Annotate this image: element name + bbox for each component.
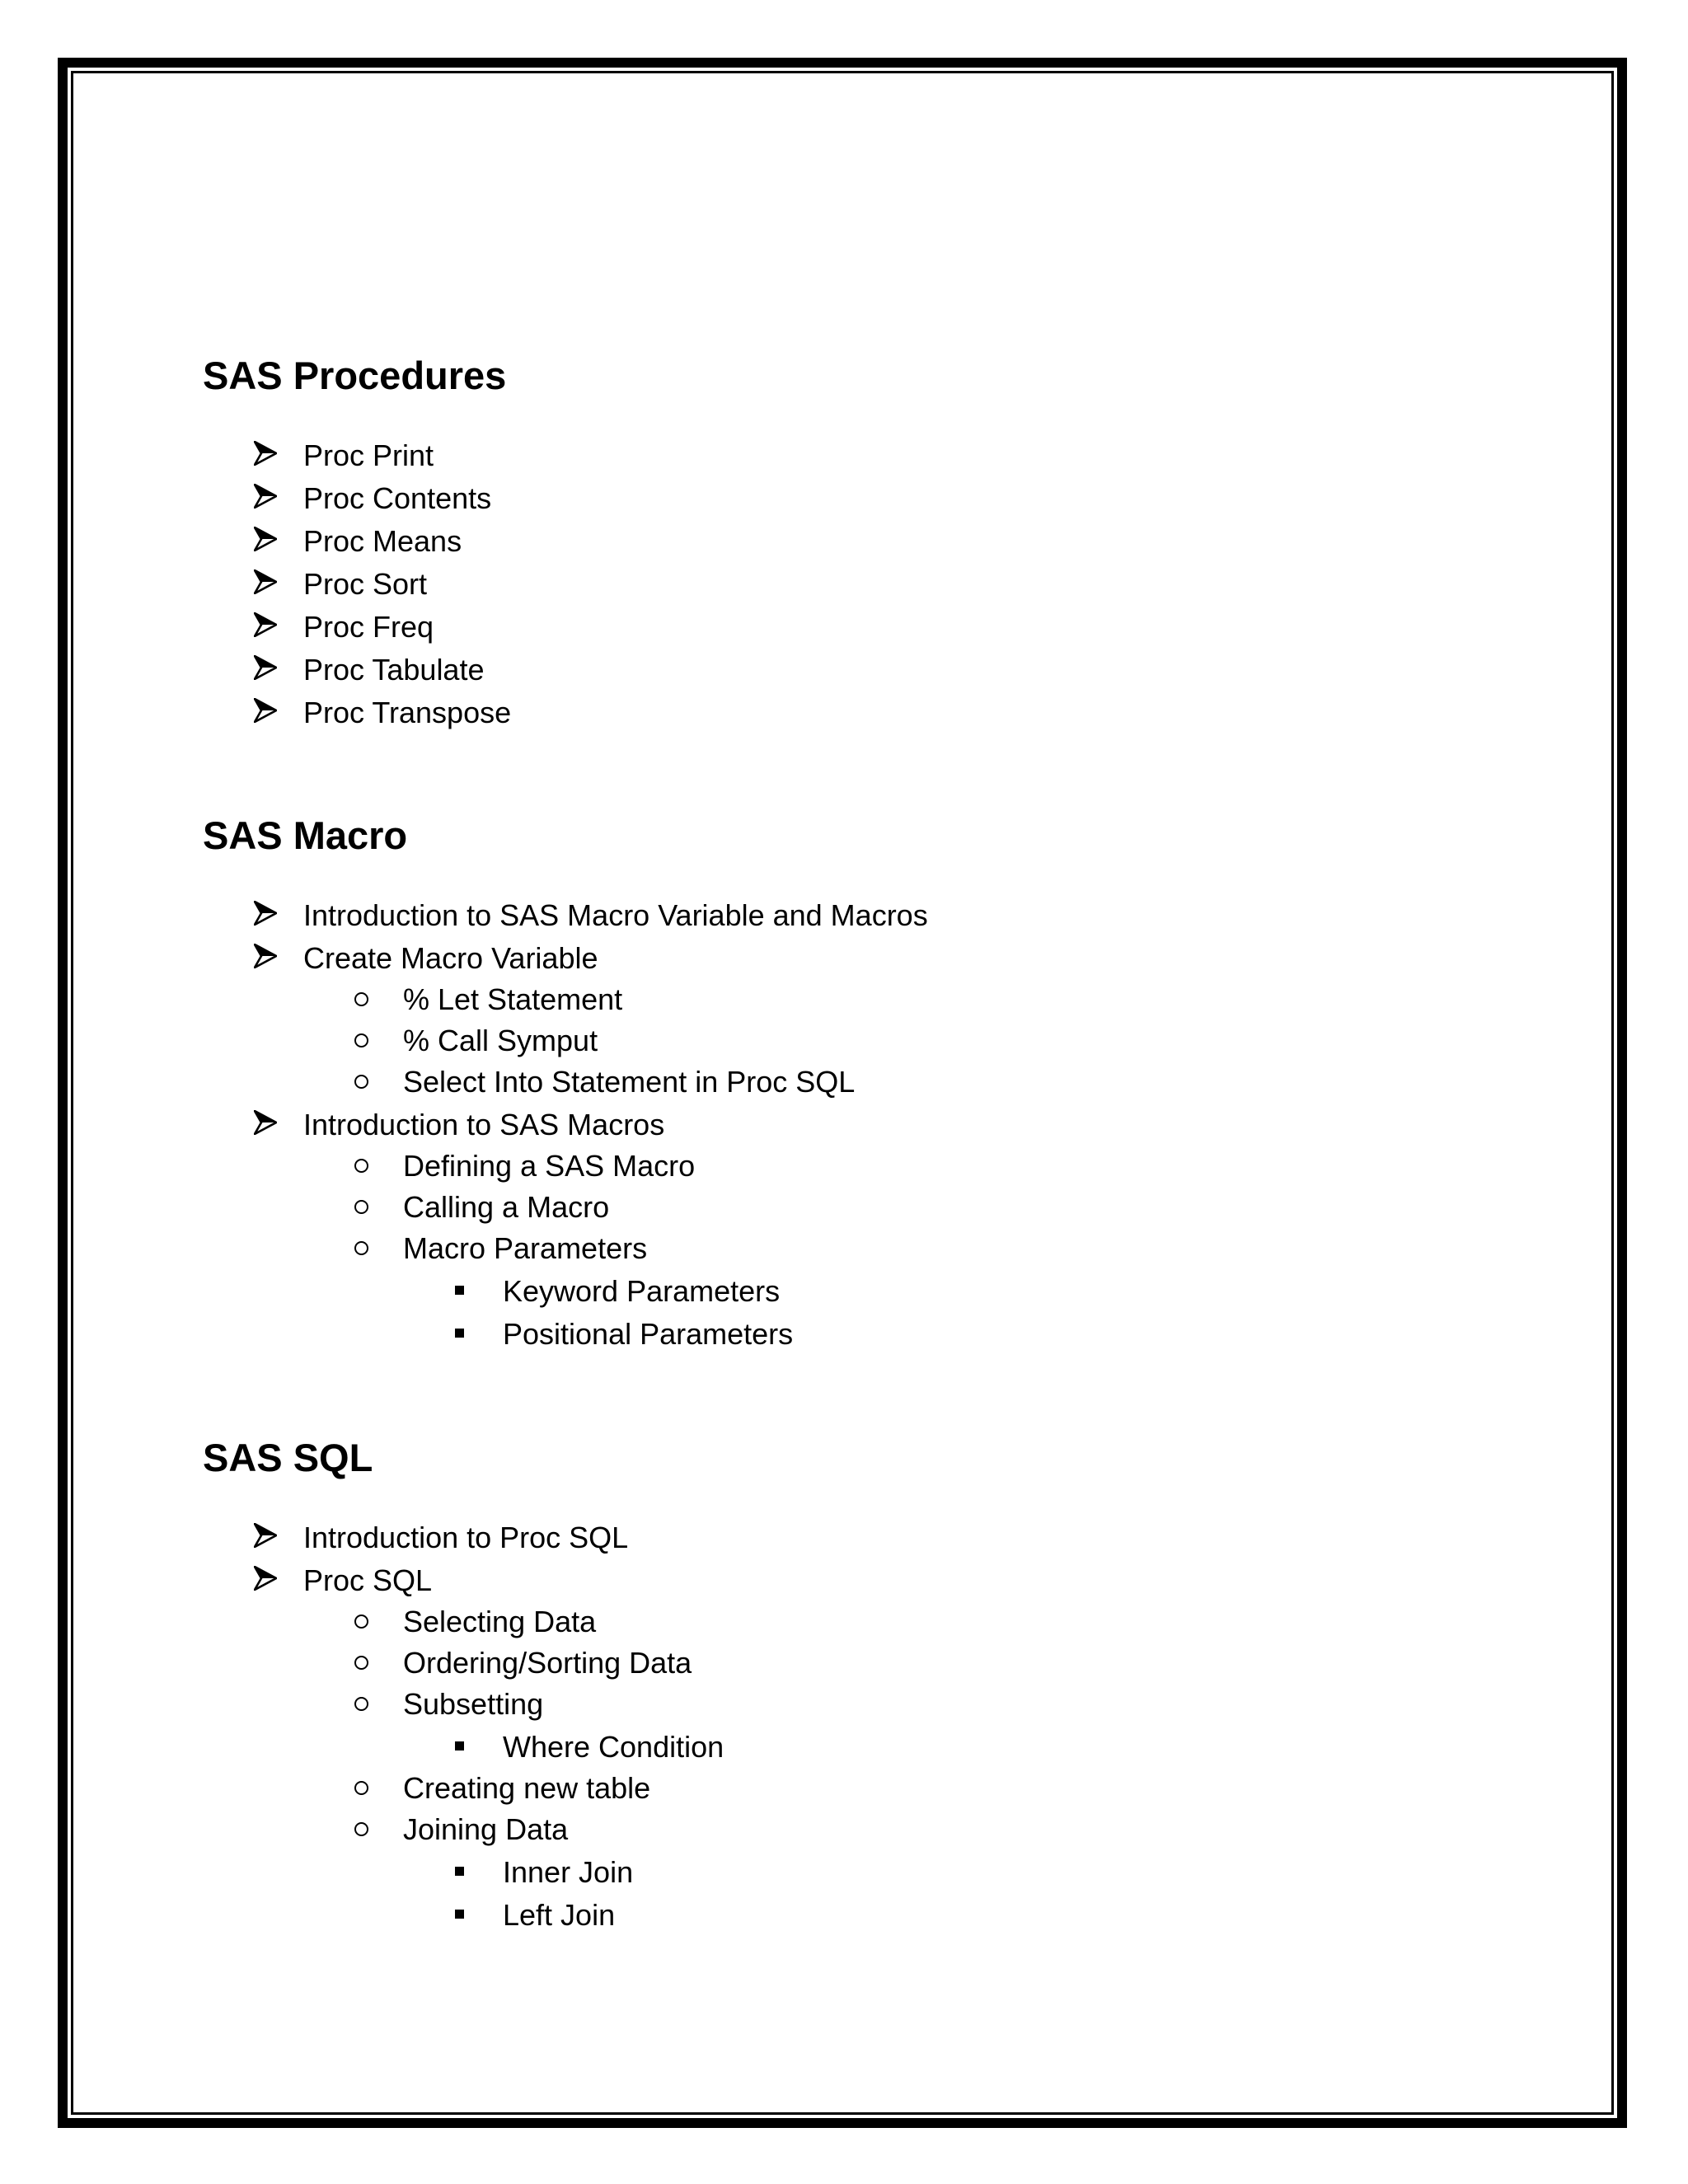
filled-square-bullet-icon <box>455 1741 464 1750</box>
section-heading: SAS Macro <box>203 813 408 857</box>
list-item-label: Proc Sort <box>303 567 428 601</box>
list-item <box>0 1687 1688 1731</box>
list-item-label: Create Macro Variable <box>303 941 598 975</box>
hollow-circle-bullet-icon <box>354 1241 368 1255</box>
filled-square-bullet-icon <box>455 1910 464 1919</box>
list-item <box>0 524 1688 568</box>
hollow-circle-bullet-icon <box>354 992 368 1006</box>
list-item-label: Selecting Data <box>403 1605 597 1638</box>
arrow-bullet-icon <box>254 698 277 723</box>
list-item-label: Ordering/Sorting Data <box>403 1646 692 1680</box>
list-item-label: Keyword Parameters <box>503 1274 781 1308</box>
list-item-label: Calling a Macro <box>403 1190 610 1224</box>
list-item-label: Left Join <box>503 1898 616 1932</box>
arrow-bullet-icon <box>254 569 277 594</box>
list-item <box>0 1607 1688 1648</box>
list-item <box>0 898 1688 942</box>
list-item-label: % Let Statement <box>403 982 623 1016</box>
list-item-label: Inner Join <box>503 1855 634 1889</box>
hollow-circle-bullet-icon <box>354 1615 368 1629</box>
list-item <box>0 1110 1688 1151</box>
list-item <box>0 1190 1688 1234</box>
hollow-circle-bullet-icon <box>354 1075 368 1089</box>
arrow-bullet-icon <box>254 527 277 551</box>
hollow-circle-bullet-icon <box>354 1159 368 1173</box>
hollow-circle-bullet-icon <box>354 1656 368 1670</box>
arrow-bullet-icon <box>254 612 277 637</box>
list-item <box>0 698 1688 739</box>
list-item <box>0 1771 1688 1815</box>
list-item-label: Select Into Statement in Proc SQL <box>403 1065 856 1099</box>
list-item <box>0 1151 1688 1193</box>
list-item <box>0 569 1688 611</box>
arrow-bullet-icon <box>254 901 277 926</box>
list-item <box>0 655 1688 696</box>
arrow-bullet-icon <box>254 944 277 968</box>
list-item-label: Proc Freq <box>303 610 434 644</box>
list-item-label: Introduction to Proc SQL <box>303 1521 629 1554</box>
list-item <box>0 1563 1688 1607</box>
list-item <box>0 1523 1688 1564</box>
hollow-circle-bullet-icon <box>354 1697 368 1711</box>
list-item <box>0 1319 1688 1361</box>
list-item <box>0 941 1688 985</box>
list-item <box>0 1732 1688 1774</box>
list-item <box>0 438 1688 482</box>
list-item <box>0 1648 1688 1690</box>
list-item-label: Subsetting <box>403 1687 544 1721</box>
arrow-bullet-icon <box>254 441 277 466</box>
hollow-circle-bullet-icon <box>354 1781 368 1795</box>
list-item <box>0 1812 1688 1856</box>
list-item-label: Introduction to SAS Macros <box>303 1108 665 1141</box>
list-item-label: Proc Means <box>303 524 462 558</box>
list-item-label: Proc Transpose <box>303 696 512 729</box>
filled-square-bullet-icon <box>455 1867 464 1876</box>
section-heading: SAS SQL <box>203 1436 373 1479</box>
list-item <box>0 1274 1688 1318</box>
arrow-bullet-icon <box>254 1110 277 1135</box>
list-item-label: Proc Tabulate <box>303 653 485 687</box>
arrow-bullet-icon <box>254 655 277 680</box>
list-item <box>0 1026 1688 1067</box>
arrow-bullet-icon <box>254 1566 277 1591</box>
list-item <box>0 1900 1688 1942</box>
list-item-label: Joining Data <box>403 1812 569 1846</box>
list-item-label: Introduction to SAS Macro Variable and Macros <box>303 898 928 932</box>
list-item-label: Proc Print <box>303 438 434 472</box>
list-item <box>0 982 1688 1026</box>
list-item-label: % Call Symput <box>403 1024 598 1057</box>
hollow-circle-bullet-icon <box>354 1822 368 1836</box>
list-item-label: Macro Parameters <box>403 1231 648 1265</box>
hollow-circle-bullet-icon <box>354 1033 368 1047</box>
filled-square-bullet-icon <box>455 1329 464 1338</box>
list-item-label: Defining a SAS Macro <box>403 1149 696 1183</box>
list-item-label: Positional Parameters <box>503 1317 794 1351</box>
list-item-label: Creating new table <box>403 1771 651 1805</box>
section-heading: SAS Procedures <box>203 354 507 397</box>
list-item-label: Where Condition <box>503 1730 724 1764</box>
list-item <box>0 1067 1688 1108</box>
list-item <box>0 481 1688 525</box>
hollow-circle-bullet-icon <box>354 1200 368 1214</box>
list-item-label: Proc Contents <box>303 481 492 515</box>
list-item <box>0 1231 1688 1275</box>
list-item-label: Proc SQL <box>303 1563 433 1597</box>
filled-square-bullet-icon <box>455 1286 464 1295</box>
arrow-bullet-icon <box>254 1523 277 1548</box>
arrow-bullet-icon <box>254 484 277 509</box>
list-item <box>0 612 1688 654</box>
list-item <box>0 1855 1688 1899</box>
